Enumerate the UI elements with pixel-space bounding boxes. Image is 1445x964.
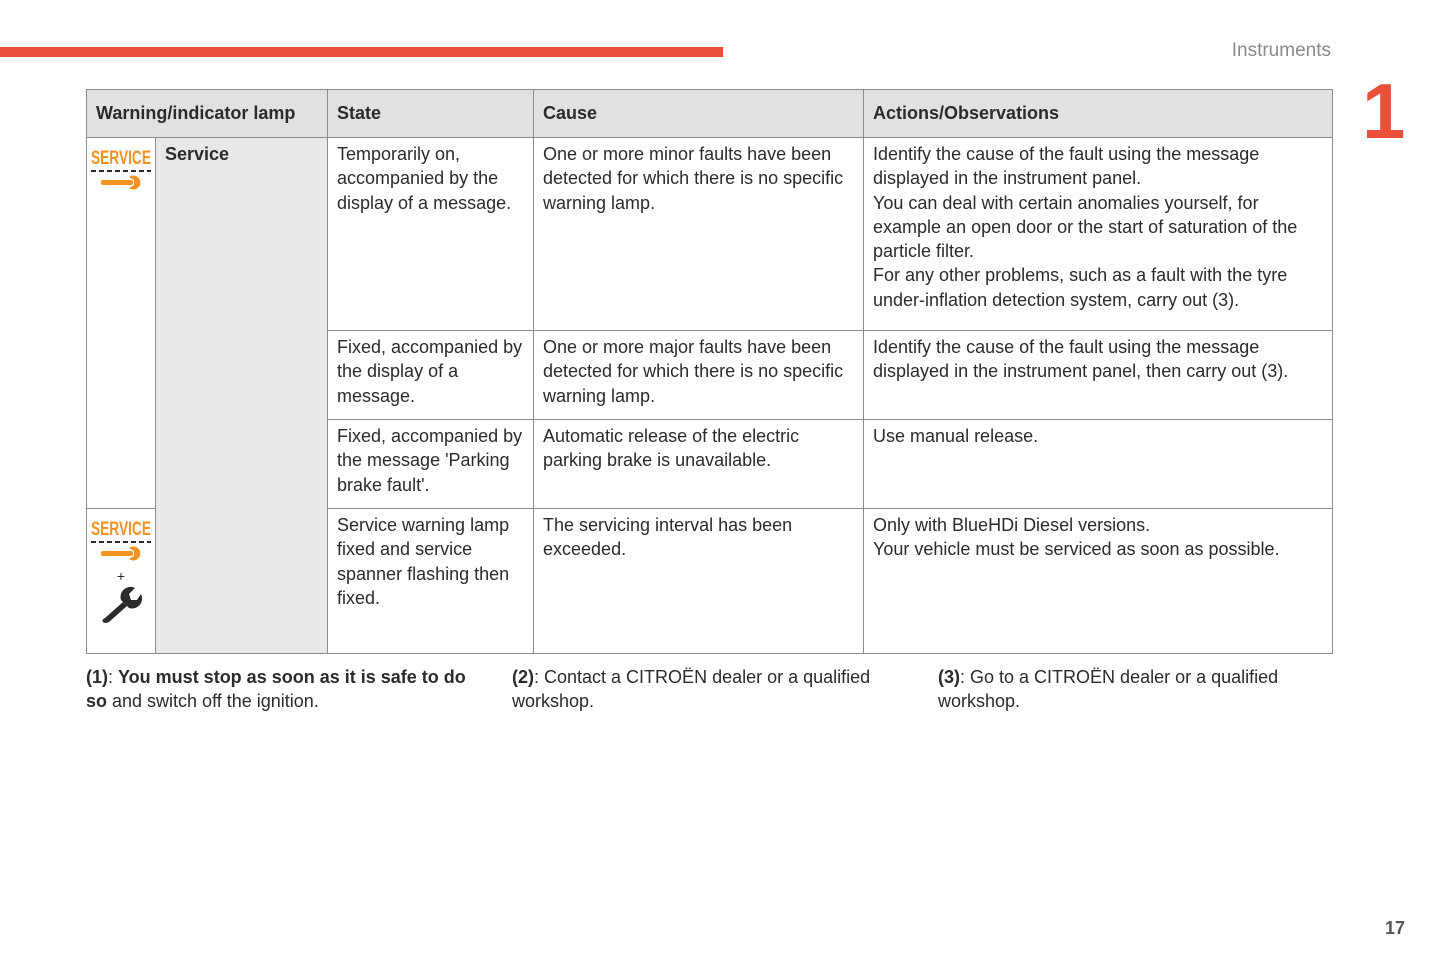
lamp-icon-cell: [87, 509, 156, 654]
footnote-sep: :: [108, 667, 119, 687]
cause-cell: One or more minor faults have been detected for which there is no specific warning lamp.: [534, 138, 864, 331]
table-row: [87, 138, 1333, 331]
footnote-text: Go to a CITROËN dealer or a qualified workshop.: [938, 667, 1279, 712]
footnote-ref: (3): [938, 667, 960, 687]
service-badge-text: SERVICE: [91, 148, 151, 169]
footnote-sep: :: [534, 667, 545, 687]
header-state: State: [328, 90, 534, 138]
lamp-icon-cell: [87, 138, 156, 509]
wrench-icon: [99, 586, 143, 624]
footnote-1: [86, 665, 478, 714]
actions-cell: [864, 331, 1333, 420]
service-badge-text: SERVICE: [91, 519, 151, 540]
action-text: You can deal with certain anomalies yourself, for example an open door or the start of saturation of the particle filter.: [873, 192, 1298, 262]
cause-cell: One or more major faults have been detected for which there is no specific warning lamp.: [534, 331, 864, 420]
state-cell: Fixed, accompanied by the display of a message.: [328, 331, 534, 420]
footnote-ref: (2): [512, 667, 534, 687]
footnote-text: Contact a CITROËN dealer or a qualified workshop.: [512, 667, 871, 712]
header-actions: Actions/Observations: [864, 90, 1333, 138]
header-cause: Cause: [534, 90, 864, 138]
action-text: Use manual release.: [873, 426, 1039, 446]
page-number: 17: [1384, 918, 1405, 938]
lamp-name: Service: [156, 138, 328, 654]
actions-cell: [864, 420, 1333, 509]
action-text: For any other problems, such as a fault with the tyre under-inflation detection system, carry out (3).: [873, 265, 1288, 310]
header-lamp: Warning/indicator lamp: [87, 90, 328, 138]
service-wrench-icon: [89, 517, 153, 567]
footnote-2: [512, 665, 904, 714]
state-cell: Fixed, accompanied by the message 'Parking brake fault'.: [328, 420, 534, 509]
action-text: Your vehicle must be serviced as soon as possible.: [873, 539, 1280, 560]
action-text: Only with BlueHDi Diesel versions.: [873, 515, 1151, 535]
section-title: Instruments: [1231, 40, 1331, 61]
warning-lamp-table: [86, 89, 1333, 654]
actions-cell: [864, 138, 1333, 331]
footnote-sep: :: [960, 667, 971, 687]
cause-cell: The servicing interval has been exceeded.: [534, 509, 864, 654]
chapter-number: 1: [1362, 67, 1406, 155]
action-text: Identify the cause of the fault using the message displayed in the instrument panel.: [873, 144, 1260, 189]
action-text: Identify the cause of the fault using the message displayed in the instrument panel, then carry out (3).: [873, 337, 1289, 382]
state-cell: Temporarily on, accompanied by the display of a message.: [328, 138, 534, 331]
footnote-text: and switch off the ignition.: [107, 691, 319, 712]
cause-cell: Automatic release of the electric parking brake is unavailable.: [534, 420, 864, 509]
state-cell: Service warning lamp fixed and service spanner flashing then fixed.: [328, 509, 534, 654]
plus-sign: +: [116, 568, 126, 584]
footnote-ref: (1): [86, 667, 108, 687]
footnote-bold-text: You must stop as soon as it is safe to do so: [86, 667, 466, 712]
table-header-row: [87, 90, 1333, 138]
service-wrench-icon: [89, 146, 153, 196]
top-accent-bar: [0, 47, 723, 57]
footnote-3: [938, 665, 1330, 714]
actions-cell: [864, 509, 1333, 654]
